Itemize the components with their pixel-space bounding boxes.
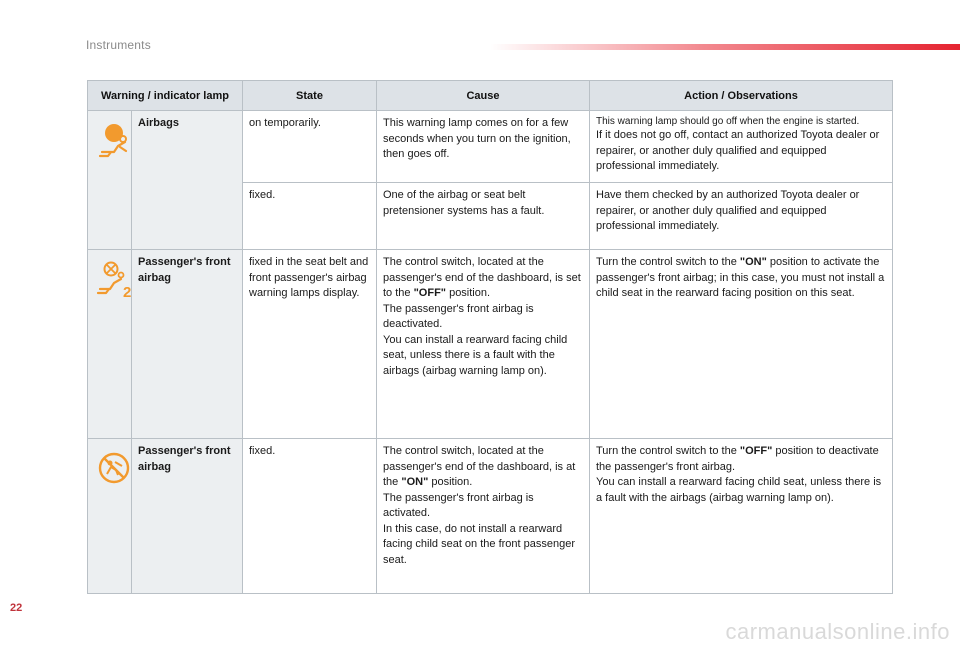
cause-text: The passenger's front airbag is activated. [383, 491, 534, 519]
state-cell: fixed. [243, 439, 377, 594]
airbag-icon-cell [88, 111, 132, 250]
table-header-row [88, 81, 893, 111]
cause-text: In this case, do not install a rearward facing child seat on the front passenger seat. [383, 522, 576, 566]
switch-position-label: "OFF" [413, 287, 447, 299]
switch-position-label: "OFF" [739, 445, 773, 457]
cause-cell [377, 439, 590, 594]
action-text: Turn the control switch to the [596, 445, 740, 457]
cause-cell: One of the airbag or seat belt pretensioner systems has a fault. [377, 183, 590, 250]
action-cell [590, 439, 893, 594]
table-row [88, 111, 893, 183]
header-state: State [243, 81, 377, 111]
svg-text:2: 2 [123, 284, 132, 299]
action-cell [590, 250, 893, 439]
cause-text: The control switch, located at the passenger's end of the dashboard, is at the [383, 445, 576, 488]
header-lamp: Warning / indicator lamp [88, 81, 243, 111]
action-text: You can install a rearward facing child seat, unless there is a fault with the airbags (airbag warning lamp on). [596, 476, 882, 504]
section-title: Instruments [86, 38, 151, 52]
action-text: If it does not go off, contact an authorized Toyota dealer or repairer, or another duly qualified and equipped professional immediately. [596, 129, 880, 172]
cause-text: The passenger's front airbag is deactivated. [383, 302, 534, 330]
page-number: 22 [10, 602, 23, 614]
header-action: Action / Observations [590, 81, 893, 111]
watermark: carmanualsonline.info [725, 619, 950, 644]
cause-text: position. [446, 287, 491, 299]
warning-lamp-table [87, 80, 893, 594]
table-row [88, 439, 893, 594]
action-cell [590, 111, 893, 183]
lamp-name: Passenger's front airbag [132, 250, 243, 439]
header-cause: Cause [377, 81, 590, 111]
cause-text: position. [428, 476, 473, 488]
switch-position-label: "ON" [401, 476, 429, 488]
switch-position-label: "ON" [739, 256, 767, 268]
action-note: This warning lamp should go off when the engine is started. [596, 116, 860, 127]
action-cell: Have them checked by an authorized Toyota dealer or repairer, or another duly qualified and equipped professional immediately. [590, 183, 893, 250]
airbag-person-icon [94, 116, 134, 160]
state-cell: on temporarily. [243, 111, 377, 183]
lamp-name: Airbags [132, 111, 243, 250]
passenger-airbag-off-icon-cell [88, 250, 132, 439]
table-row [88, 250, 893, 439]
cause-cell [377, 250, 590, 439]
cause-text: The control switch, located at the passenger's end of the dashboard, is set to the [383, 256, 581, 299]
cause-cell: This warning lamp comes on for a few seconds when you turn on the ignition, then goes off. [377, 111, 590, 183]
lamp-name: Passenger's front airbag [132, 439, 243, 594]
action-text: position to deactivate the passenger's front airbag. [596, 445, 879, 473]
action-text: Turn the control switch to the [596, 256, 740, 268]
cause-text: You can install a rearward facing child seat, unless there is a fault with the airbags (airbag warning lamp on). [383, 333, 568, 377]
state-cell: fixed. [243, 183, 377, 250]
action-text: position to activate the passenger's front airbag; in this case, you must not install a child seat in the rearward facing position on this seat. [596, 256, 885, 299]
child-seat-prohibited-icon [94, 444, 134, 488]
child-seat-icon-cell [88, 439, 132, 594]
header-accent-bar [490, 44, 960, 50]
state-cell: fixed in the seat belt and front passenger's airbag warning lamps display. [243, 250, 377, 439]
passenger-airbag-off-icon [94, 255, 134, 299]
